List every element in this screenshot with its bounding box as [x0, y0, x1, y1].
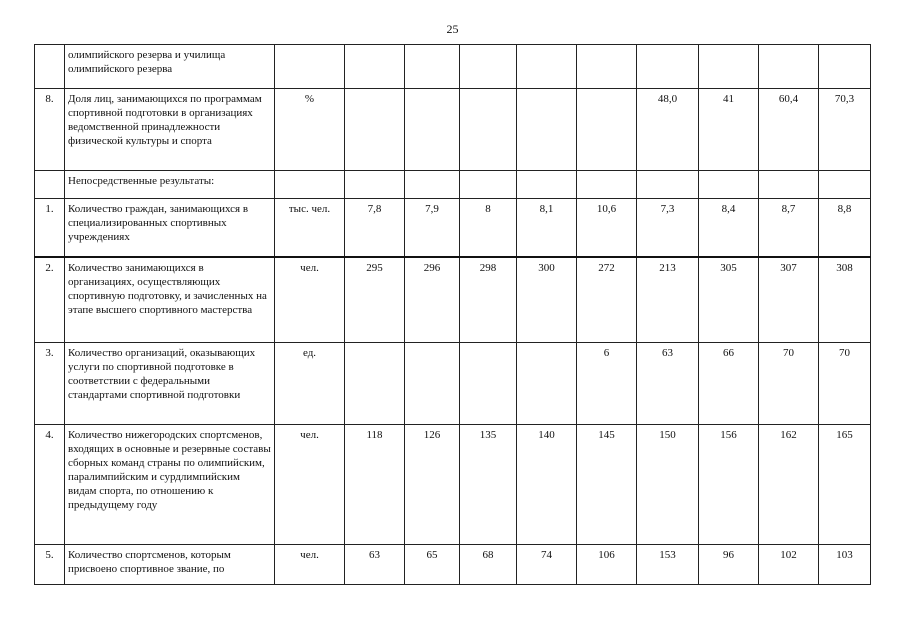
value-cell: [759, 45, 819, 89]
value-cell: 70: [819, 343, 871, 425]
row-number: 4.: [35, 425, 65, 545]
value-cell: [577, 45, 637, 89]
value-cell: 96: [699, 545, 759, 585]
value-cell: 41: [699, 89, 759, 171]
value-cell: [405, 171, 460, 199]
value-cell: 156: [699, 425, 759, 545]
value-cell: 7,8: [345, 199, 405, 257]
value-cell: 213: [637, 257, 699, 343]
table-row: [35, 171, 871, 199]
row-number: 2.: [35, 257, 65, 343]
value-cell: 150: [637, 425, 699, 545]
value-cell: [460, 45, 517, 89]
unit-cell: тыс. чел.: [275, 199, 345, 257]
row-number: [35, 171, 65, 199]
value-cell: 8,1: [517, 199, 577, 257]
value-cell: 103: [819, 545, 871, 585]
value-cell: 8,8: [819, 199, 871, 257]
unit-cell: чел.: [275, 425, 345, 545]
value-cell: [405, 343, 460, 425]
value-cell: [460, 343, 517, 425]
value-cell: 140: [517, 425, 577, 545]
value-cell: 307: [759, 257, 819, 343]
value-cell: [460, 89, 517, 171]
value-cell: 295: [345, 257, 405, 343]
value-cell: 74: [517, 545, 577, 585]
table-row: [35, 545, 871, 585]
indicator-name: Количество граждан, занимающихся в специализированных спортивных учреждениях: [65, 199, 275, 257]
unit-cell: чел.: [275, 257, 345, 343]
value-cell: [405, 89, 460, 171]
row-number: [35, 45, 65, 89]
value-cell: 162: [759, 425, 819, 545]
value-cell: 8: [460, 199, 517, 257]
value-cell: [637, 171, 699, 199]
unit-cell: [275, 45, 345, 89]
value-cell: [517, 171, 577, 199]
value-cell: [517, 343, 577, 425]
value-cell: 70,3: [819, 89, 871, 171]
value-cell: [819, 45, 871, 89]
indicator-name: Количество нижегородских спортсменов, входящих в основные и резервные составы сборных команд страны по олимпийским, паралимпийским и сурдлимпийским видам спорта, по отношению к предыдущему году: [65, 425, 275, 545]
indicator-name: Количество организаций, оказывающих услуги по спортивной подготовке в соответствии с федеральными стандартами спортивной подготовки: [65, 343, 275, 425]
value-cell: [345, 171, 405, 199]
unit-cell: чел.: [275, 545, 345, 585]
value-cell: 7,9: [405, 199, 460, 257]
value-cell: [577, 89, 637, 171]
indicators-table: [34, 44, 871, 585]
value-cell: 272: [577, 257, 637, 343]
value-cell: 60,4: [759, 89, 819, 171]
indicator-name: Количество занимающихся в организациях, осуществляющих спортивную подготовку, и зачисленных на этапе высшего спортивного мастерства: [65, 257, 275, 343]
value-cell: [345, 89, 405, 171]
value-cell: 298: [460, 257, 517, 343]
value-cell: [637, 45, 699, 89]
unit-cell: [275, 171, 345, 199]
value-cell: 63: [637, 343, 699, 425]
value-cell: 8,4: [699, 199, 759, 257]
value-cell: 66: [699, 343, 759, 425]
value-cell: 165: [819, 425, 871, 545]
table-row: [35, 45, 871, 89]
value-cell: [699, 171, 759, 199]
row-number: 1.: [35, 199, 65, 257]
indicator-name: Непосредственные результаты:: [65, 171, 275, 199]
value-cell: 65: [405, 545, 460, 585]
value-cell: 296: [405, 257, 460, 343]
value-cell: 102: [759, 545, 819, 585]
value-cell: 68: [460, 545, 517, 585]
value-cell: 118: [345, 425, 405, 545]
value-cell: 6: [577, 343, 637, 425]
unit-cell: %: [275, 89, 345, 171]
value-cell: 126: [405, 425, 460, 545]
page-number: 25: [446, 22, 459, 36]
table-row: [35, 425, 871, 545]
table-row: [35, 343, 871, 425]
value-cell: [405, 45, 460, 89]
indicator-name: олимпийского резерва и училища олимпийского резерва: [65, 45, 275, 89]
row-number: 3.: [35, 343, 65, 425]
value-cell: 153: [637, 545, 699, 585]
value-cell: 300: [517, 257, 577, 343]
indicator-name: Доля лиц, занимающихся по программам спортивной подготовки в организациях ведомственной принадлежности физической культуры и спорта: [65, 89, 275, 171]
unit-cell: ед.: [275, 343, 345, 425]
value-cell: 8,7: [759, 199, 819, 257]
value-cell: 63: [345, 545, 405, 585]
value-cell: 135: [460, 425, 517, 545]
value-cell: 305: [699, 257, 759, 343]
value-cell: [517, 45, 577, 89]
value-cell: 48,0: [637, 89, 699, 171]
value-cell: [759, 171, 819, 199]
indicator-name: Количество спортсменов, которым присвоено спортивное звание, по: [65, 545, 275, 585]
value-cell: [460, 171, 517, 199]
table-row: [35, 257, 871, 343]
value-cell: [345, 343, 405, 425]
value-cell: 70: [759, 343, 819, 425]
value-cell: [577, 171, 637, 199]
row-number: 5.: [35, 545, 65, 585]
table-row: [35, 199, 871, 257]
value-cell: [517, 89, 577, 171]
value-cell: 145: [577, 425, 637, 545]
row-number: 8.: [35, 89, 65, 171]
value-cell: 10,6: [577, 199, 637, 257]
table-row: [35, 89, 871, 171]
value-cell: [819, 171, 871, 199]
value-cell: 7,3: [637, 199, 699, 257]
value-cell: 308: [819, 257, 871, 343]
value-cell: [345, 45, 405, 89]
value-cell: 106: [577, 545, 637, 585]
value-cell: [699, 45, 759, 89]
